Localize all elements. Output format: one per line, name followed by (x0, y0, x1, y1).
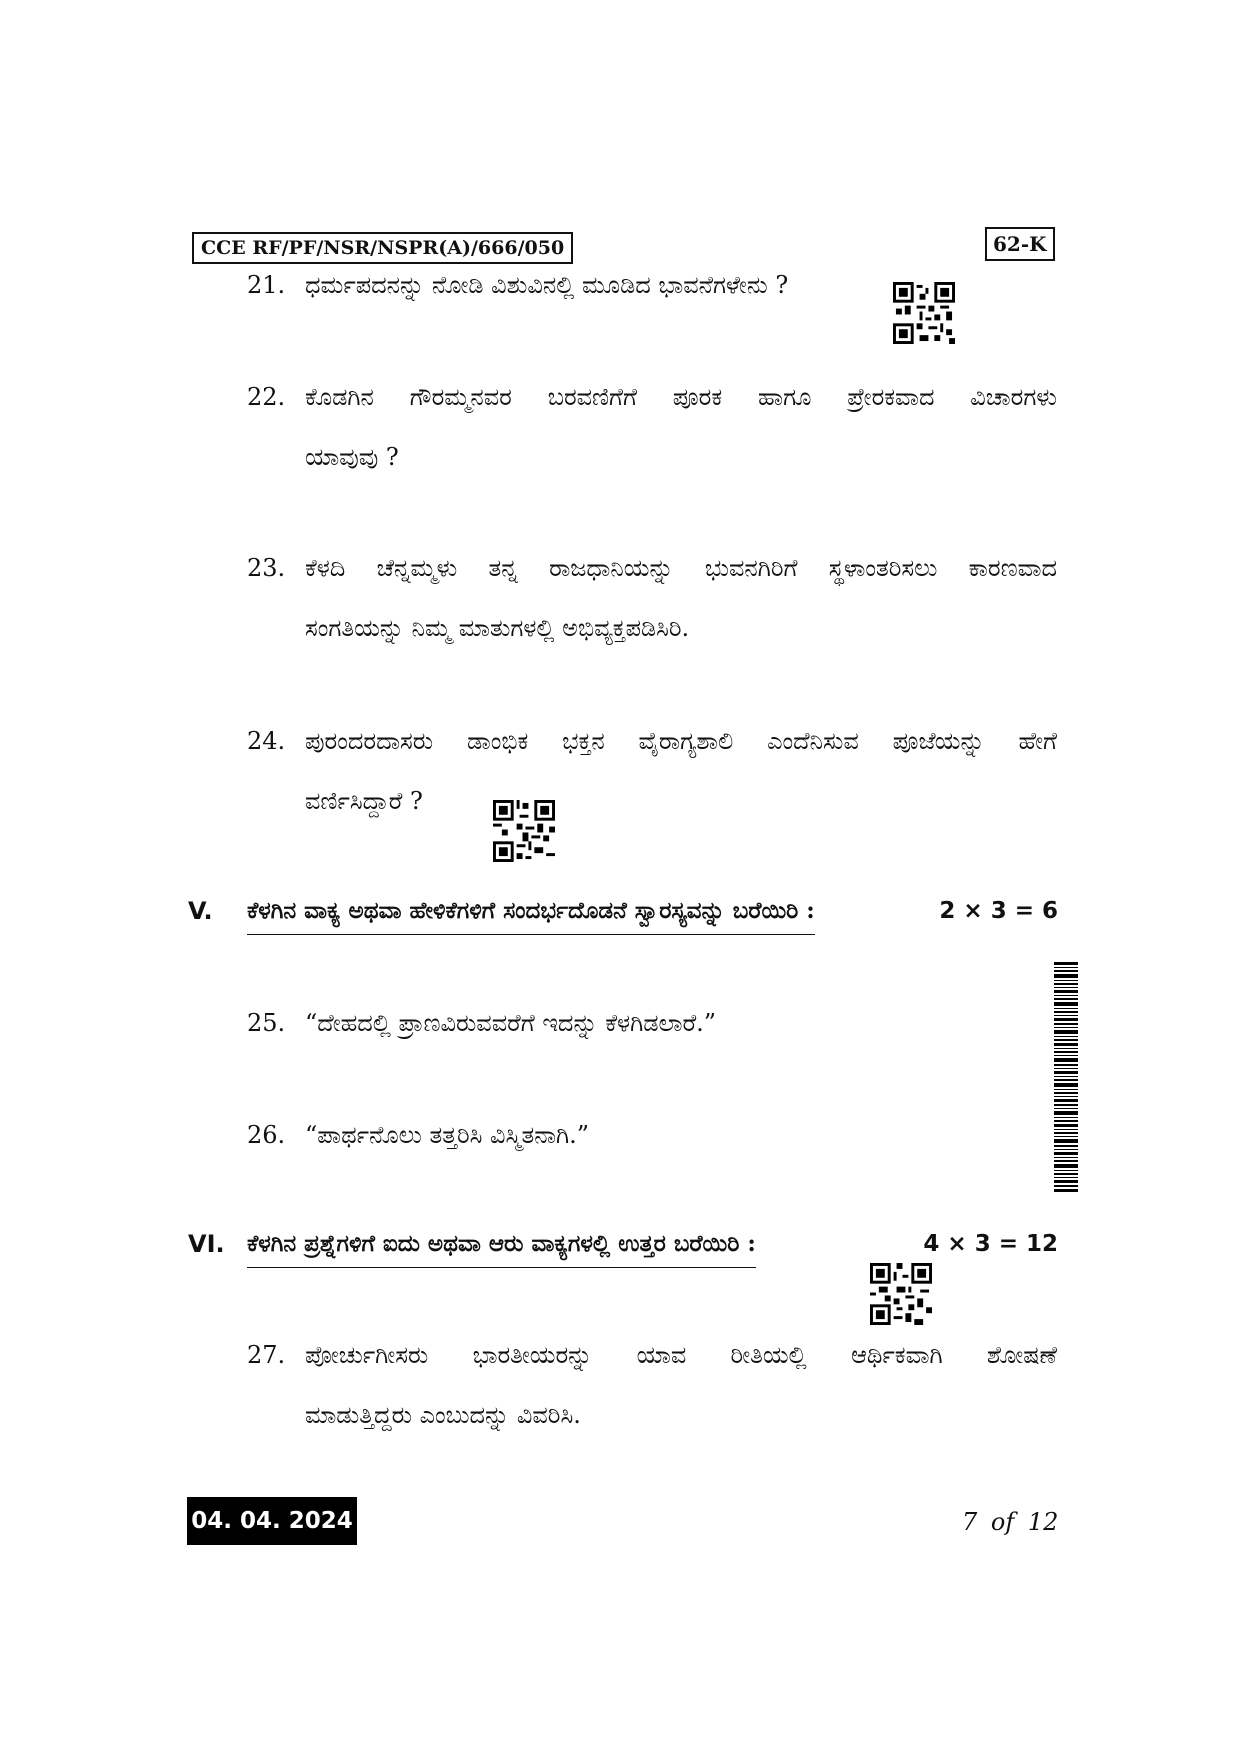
paper-code: CCE RF/PF/NSR/NSPR(A)/666/050 (192, 232, 573, 264)
question-number: 21. (247, 271, 286, 299)
section-vi-marks: 4 × 3 = 12 (923, 1231, 1058, 1257)
question-22 (247, 382, 1057, 412)
page-number: 7 of 12 (962, 1508, 1059, 1536)
question-text: “ದೇಹದಲ್ಲಿ ಪ್ರಾಣವಿರುವವರೆಗೆ ಇದನ್ನು ಕೆಳಗಿಡಲಾರೆ.” (305, 1009, 717, 1037)
section-vi-numeral: VI. (188, 1230, 225, 1258)
qr-code-icon (893, 282, 955, 344)
subject-code: 62-K (985, 227, 1055, 261)
section-v-marks: 2 × 3 = 6 (939, 898, 1058, 924)
question-23 (247, 553, 1057, 583)
question-text: ಧರ್ಮಪದನನ್ನು ನೋಡಿ ವಿಶುವಿನಲ್ಲಿ ಮೂಡಿದ ಭಾವನೆಗಳೇನು ? (305, 271, 789, 299)
qr-code-icon (493, 800, 555, 862)
question-24 (247, 726, 1057, 756)
question-text-line-2: ಸಂಗತಿಯನ್ನು ನಿಮ್ಮ ಮಾತುಗಳಲ್ಲಿ ಅಭಿವ್ಯಕ್ತಪಡಿಸಿರಿ. (305, 614, 690, 642)
question-number: 26. (247, 1121, 286, 1149)
question-number: 23. (247, 554, 286, 582)
question-26 (247, 1120, 1057, 1150)
question-27 (247, 1340, 1057, 1370)
question-text-line-1: ಪೋರ್ಚುಗೀಸರು ಭಾರತೀಯರನ್ನು ಯಾವ ರೀತಿಯಲ್ಲಿ ಆರ್ಥಿಕವಾಗಿ ಶೋಷಣೆ (305, 1341, 1057, 1369)
question-23-continued (247, 613, 1057, 643)
question-text: “ಪಾರ್ಥನೊಲು ತತ್ತರಿಸಿ ವಿಸ್ಮಿತನಾಗಿ.” (305, 1121, 590, 1149)
question-25 (247, 1008, 1057, 1038)
question-24-continued (247, 786, 1057, 816)
question-number: 24. (247, 727, 286, 755)
question-text-line-2: ವರ್ಣಿಸಿದ್ದಾರೆ ? (305, 787, 423, 815)
question-number: 27. (247, 1341, 286, 1369)
question-text-line-1: ಪುರಂದರದಾಸರು ಡಾಂಭಿಕ ಭಕ್ತನ ವೈರಾಗ್ಯಶಾಲಿ ಎಂದೆನಿಸುವ ಪೂಜೆಯನ್ನು ಹೇಗೆ (305, 727, 1057, 755)
question-number: 22. (247, 383, 286, 411)
question-text-line-2: ಯಾವುವು ? (305, 443, 399, 471)
section-v-title: ಕೆಳಗಿನ ವಾಕ್ಯ ಅಥವಾ ಹೇಳಿಕೆಗಳಿಗೆ ಸಂದರ್ಭದೊಡನೆ ಸ್ವಾರಸ್ಯವನ್ನು ಬರೆಯಿರಿ : (247, 896, 815, 935)
section-v-numeral: V. (188, 897, 213, 925)
question-text-line-1: ಕೆಳದಿ ಚೆನ್ನಮ್ಮಳು ತನ್ನ ರಾಜಧಾನಿಯನ್ನು ಭುವನಗಿರಿಗೆ ಸ್ಥಳಾಂತರಿಸಲು ಕಾರಣವಾದ (305, 554, 1057, 582)
section-vi-title: ಕೆಳಗಿನ ಪ್ರಶ್ನೆಗಳಿಗೆ ಐದು ಅಥವಾ ಆರು ವಾಕ್ಯಗಳಲ್ಲಿ ಉತ್ತರ ಬರೆಯಿರಿ : (247, 1229, 756, 1268)
question-text-line-2: ಮಾಡುತ್ತಿದ್ದರು ಎಂಬುದನ್ನು ವಿವರಿಸಿ. (305, 1401, 581, 1429)
qr-code-icon (870, 1263, 932, 1325)
question-22-continued (247, 442, 1057, 472)
question-number: 25. (247, 1009, 286, 1037)
question-27-continued (247, 1400, 1057, 1430)
barcode-icon (1054, 962, 1078, 1192)
exam-date: 04. 04. 2024 (187, 1497, 357, 1545)
question-text-line-1: ಕೊಡಗಿನ ಗೌರಮ್ಮನವರ ಬರವಣಿಗೆಗೆ ಪೂರಕ ಹಾಗೂ ಪ್ರೇರಕವಾದ ವಿಚಾರಗಳು (305, 383, 1057, 411)
